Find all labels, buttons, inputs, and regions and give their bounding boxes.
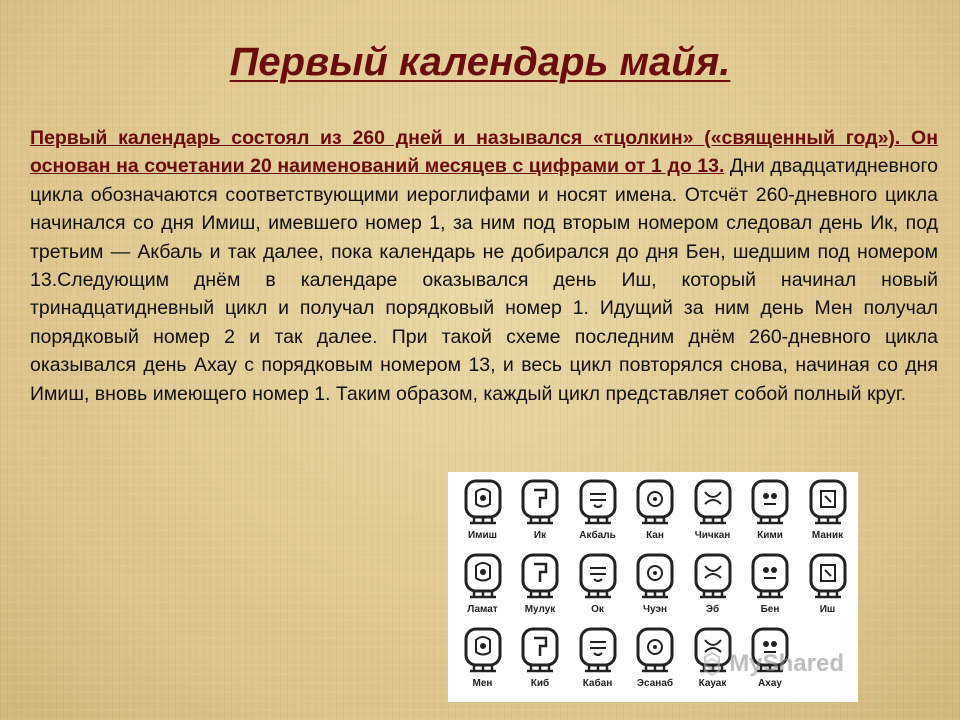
- glyph-label: Эсанаб: [636, 678, 674, 689]
- glyph-cell: [512, 478, 569, 552]
- glyph-cell: [569, 478, 626, 552]
- glyph-cell: [742, 478, 799, 552]
- body-paragraph: [30, 124, 938, 408]
- glyph-cell: [799, 552, 856, 626]
- day-glyph-icon: [517, 478, 563, 528]
- glyph-label: Эб: [705, 604, 720, 615]
- day-glyph-icon: [575, 552, 621, 602]
- paragraph-rest: Дни двадцатидневного цикла обозначаются соответствующими иероглифами и носят имена. Отсчёт 260-дневного цикла начинался со дня Имиш, имевшего номер 1, за ним под вторым номером следовал день Ик, под третьим — Акбаль и так далее, пока календарь не добирался до дня Бен, шедшим под номером 13.Следующим днём в календаре оказывался день Иш, который начинал новый тринадцатидневный цикл и получал порядковый номер 1. Идущий за ним день Мен получал порядковый номер 2 и так далее. При такой схеме последним днём 260-дневного цикла оказывался день Ахау с порядковым номером 13, и весь цикл повторялся снова, начиная со дня Имиш, вновь имеющего номер 1. Таким образом, каждый цикл представляет собой полный круг.: [30, 155, 938, 405]
- day-glyph-icon: [632, 626, 678, 676]
- day-glyph-icon: [575, 626, 621, 676]
- glyph-label: Иш: [819, 604, 836, 615]
- glyph-label: Киб: [530, 678, 550, 689]
- watermark: [699, 650, 844, 678]
- glyph-label: Чуэн: [642, 604, 668, 615]
- glyph-cell: [454, 626, 511, 700]
- day-glyph-icon: [575, 478, 621, 528]
- day-glyph-icon: [805, 552, 851, 602]
- day-glyph-icon: [460, 478, 506, 528]
- glyph-cell: [799, 478, 856, 552]
- glyph-cell: [627, 552, 684, 626]
- glyph-label: Мен: [472, 678, 493, 689]
- paragraph-lead: Первый календарь состоял из 260 дней и назывался «тцолкин» («священный год»). Он основан на сочетании 20 наименований месяцев с цифрами от 1 до 13.: [30, 127, 938, 178]
- glyph-label: Ахау: [758, 678, 782, 689]
- glyph-label: Кауак: [698, 678, 727, 689]
- glyph-cell: [454, 478, 511, 552]
- day-glyph-icon: [517, 626, 563, 676]
- glyph-label: Бен: [760, 604, 780, 615]
- day-glyph-icon: [747, 552, 793, 602]
- glyph-label: Ок: [591, 604, 604, 615]
- glyph-cell: [742, 552, 799, 626]
- watermark-text: MyShared: [729, 650, 844, 677]
- glyph-cell: [684, 478, 741, 552]
- glyph-label: Кан: [646, 530, 664, 541]
- glyph-label: Кабан: [582, 678, 613, 689]
- day-glyph-icon: [460, 552, 506, 602]
- day-glyph-icon: [690, 478, 736, 528]
- watermark-logo-icon: [699, 651, 725, 677]
- day-glyph-icon: [747, 478, 793, 528]
- glyph-label: Мулук: [524, 604, 556, 615]
- slide-title: Первый календарь майя.: [229, 40, 731, 84]
- glyph-cell: [569, 552, 626, 626]
- maya-day-glyphs-image: [448, 472, 858, 702]
- glyph-cell: [512, 552, 569, 626]
- glyph-cell: [627, 478, 684, 552]
- glyph-cell: [454, 552, 511, 626]
- glyph-label: Ламат: [467, 604, 498, 615]
- glyph-label: Ик: [533, 530, 547, 541]
- glyph-label: Маник: [811, 530, 844, 541]
- day-glyph-icon: [632, 478, 678, 528]
- glyph-cell: [569, 626, 626, 700]
- day-glyph-icon: [805, 478, 851, 528]
- day-glyph-icon: [460, 626, 506, 676]
- day-glyph-icon: [690, 552, 736, 602]
- glyph-cell: [684, 552, 741, 626]
- day-glyph-icon: [632, 552, 678, 602]
- glyph-label: Кими: [757, 530, 783, 541]
- glyph-label: Имиш: [467, 530, 498, 541]
- glyph-cell: [512, 626, 569, 700]
- glyph-label: Чичкан: [694, 530, 731, 541]
- glyph-label: Акбаль: [579, 530, 616, 541]
- glyph-cell: [627, 626, 684, 700]
- day-glyph-icon: [517, 552, 563, 602]
